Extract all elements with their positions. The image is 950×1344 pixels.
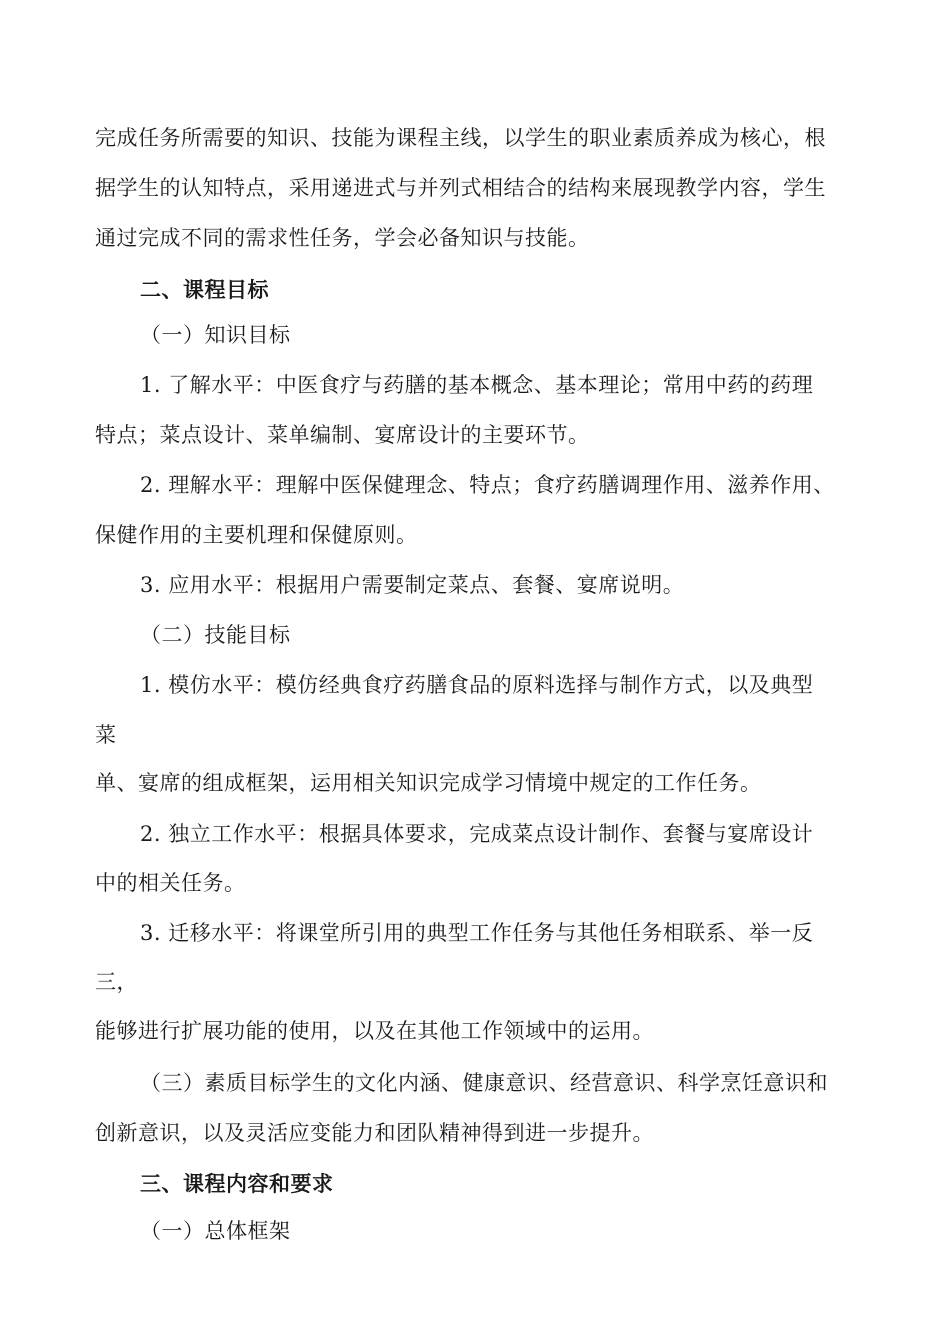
section-heading: 三、课程内容和要求 <box>140 1171 334 1196</box>
subsection-heading: （二）技能目标 <box>140 623 291 647</box>
paragraph-line: 单、宴席的组成框架，运用相关知识完成学习情境中规定的工作任务。 <box>95 771 762 795</box>
paragraph-line: 中的相关任务。 <box>95 871 246 895</box>
paragraph-line: 创新意识，以及灵活应变能力和团队精神得到进一步提升。 <box>95 1121 654 1145</box>
subsection-heading: （一）总体框架 <box>140 1219 291 1243</box>
paragraph-line: 通过完成不同的需求性任务，学会必备知识与技能。 <box>95 226 590 250</box>
list-item-line: 2. 理解水平：理解中医保健理念、特点；食疗药膳调理作用、滋养作用、 <box>140 473 835 497</box>
list-item-line: 2. 独立工作水平：根据具体要求，完成菜点设计制作、套餐与宴席设计 <box>140 822 814 846</box>
list-item-line: 3. 应用水平：根据用户需要制定菜点、套餐、宴席说明。 <box>140 573 685 597</box>
paragraph-line: 能够进行扩展功能的使用，以及在其他工作领域中的运用。 <box>95 1019 654 1043</box>
paragraph-line: 保健作用的主要机理和保健原则。 <box>95 523 418 547</box>
list-item-line: 1. 模仿水平：模仿经典食疗药膳食品的原料选择与制作方式，以及典型 <box>140 673 814 697</box>
list-item-line: 1. 了解水平：中医食疗与药膳的基本概念、基本理论；常用中药的药理 <box>140 373 814 397</box>
paragraph-line: 菜 <box>95 723 117 747</box>
section-heading: 二、课程目标 <box>140 277 269 302</box>
subsection-heading: （一）知识目标 <box>140 323 291 347</box>
paragraph-line: 特点；菜点设计、菜单编制、宴席设计的主要环节。 <box>95 423 590 447</box>
paragraph-line: 完成任务所需要的知识、技能为课程主线，以学生的职业素质养成为核心，根 <box>95 126 826 150</box>
subsection-heading: （三）素质目标学生的文化内涵、健康意识、经营意识、科学烹饪意识和 <box>140 1071 828 1095</box>
paragraph-line: 据学生的认知特点，采用递进式与并列式相结合的结构来展现教学内容，学生 <box>95 176 826 200</box>
paragraph-line: 三， <box>95 970 138 994</box>
list-item-line: 3. 迁移水平：将课堂所引用的典型工作任务与其他任务相联系、举一反 <box>140 921 814 945</box>
